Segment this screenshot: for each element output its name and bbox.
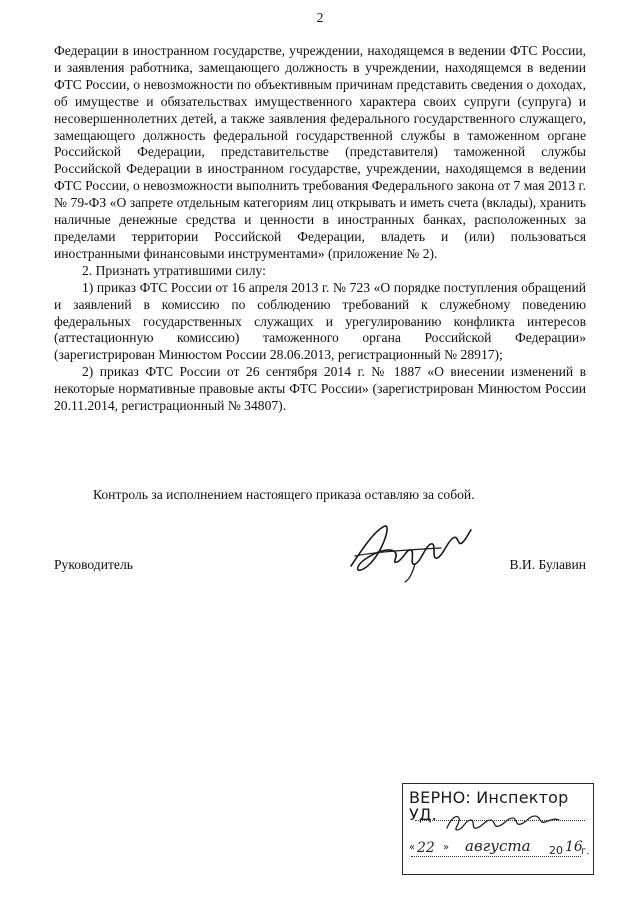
document-body: [54, 43, 586, 415]
stamp-signature-line: [415, 820, 585, 821]
paragraph-subitem-1: 1) приказ ФТС России от 16 апреля 2013 г. № 723 «О порядке поступления обращений и заявлений в комиссию по соблюдению требований к служебному поведению федеральных государственных служащих и урегулированию конфликта интересов (аттестационную комиссию) таможенного органа Российской Федерации» (зарегистрирован Минюстом России 28.06.2013, регистрационный № 28917);: [54, 279, 586, 363]
control-statement: [0, 487, 640, 504]
paragraph-item-2: 2. Признать утратившими силу:: [82, 262, 266, 278]
stamp-year-suffix: 16: [565, 839, 583, 855]
stamp-year-g: г.: [581, 846, 590, 857]
stamp-day: 22: [417, 840, 435, 856]
paragraph-continuation: Федерации в иностранном государстве, учреждении, находящемся в ведении ФТС России, и заявления работника, замещающего должность в учреждении, находящемся в ведении ФТС России, о невозможности по объективным причинам представить сведения о доходах, об имуществе и обязательствах имущественного характера своих супруги (супруга) и несовершеннолетних детей, а также заявления федерального государственного служащего, замещающего должность федеральной государственной службы в таможенном органе Российской Федерации, представительстве (представителя) таможенной службы Российской Федерации в иностранном государстве, учреждении, находящемся в ведении ФТС России, о невозможности выполнить требования Федерального закона от 7 мая 2013 г. № 79-ФЗ «О запрете отдельным категориям лиц открывать и иметь счета (вклады), хранить наличные денежные средства и ценности в иностранных банках, расположенных за пределами территории Российской Федерации, владеть и (или) пользоваться иностранными финансовыми инструментами» (приложение № 2).: [54, 43, 586, 261]
stamp-title: ВЕРНО: Инспектор УД.: [409, 788, 569, 824]
stamp-month: августа: [465, 837, 531, 855]
signature-row: [54, 557, 586, 577]
stamp-signature: [443, 810, 563, 836]
page-number: 2: [316, 10, 324, 25]
stamp-year-prefix: 20: [549, 844, 563, 857]
stamp-quote-close: »: [443, 842, 450, 853]
control-text: Контроль за исполнением настоящего приказа оставляю за собой.: [93, 487, 475, 502]
signer-title: Руководитель: [54, 557, 133, 572]
stamp-date-line: [411, 856, 581, 857]
paragraph-subitem-2: 2) приказ ФТС России от 26 сентября 2014 г. № 1887 «О внесении изменений в некоторые нормативные правовые акты ФТС России» (зарегистрирован Минюстом России 20.11.2014, регистрационный № 34807).: [54, 364, 586, 414]
stamp-quote-open: «: [409, 842, 416, 853]
signer-name: В.И. Булавин: [509, 557, 586, 572]
certification-stamp: [402, 783, 594, 875]
